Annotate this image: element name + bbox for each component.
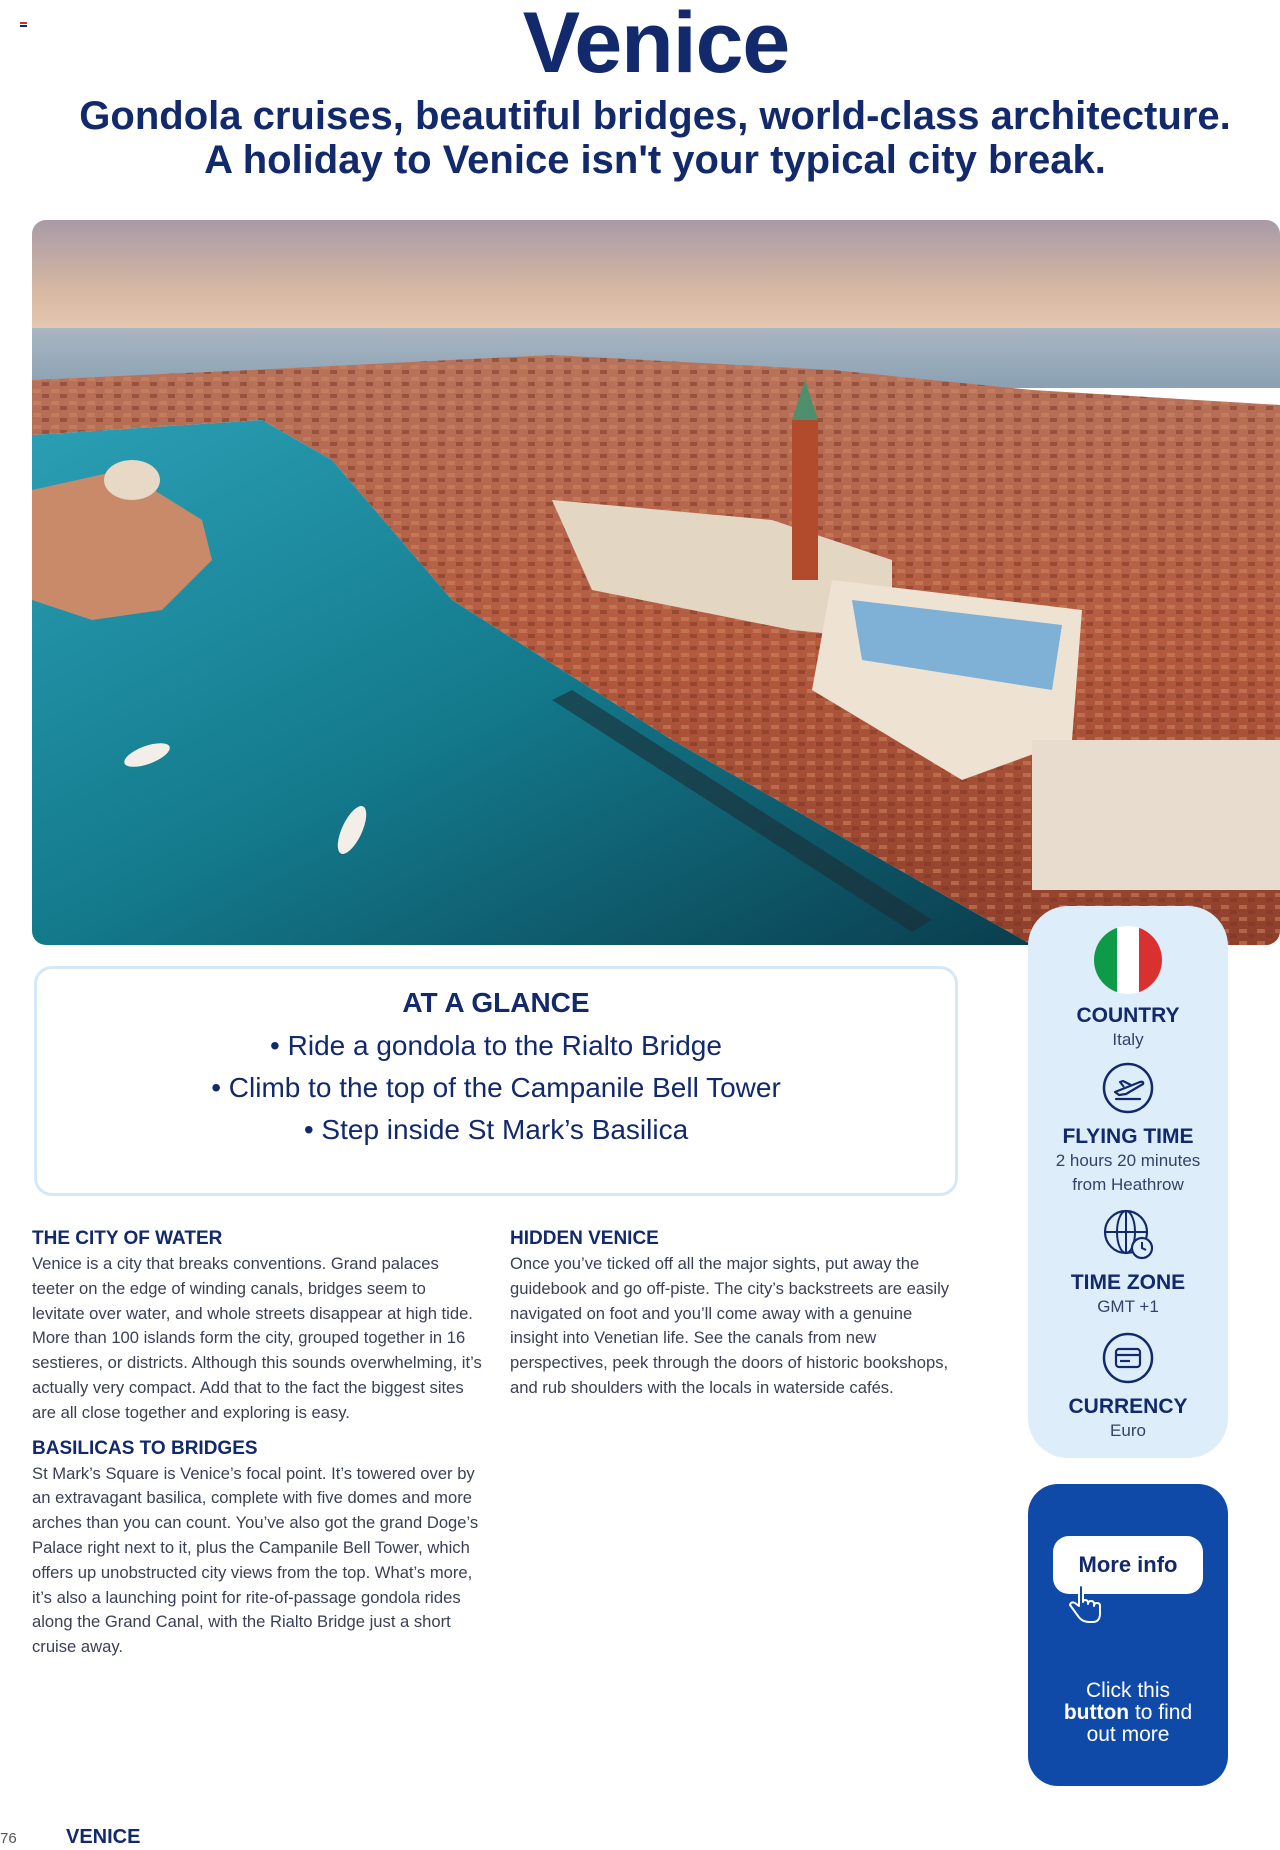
list-item: • Step inside St Mark’s Basilica xyxy=(37,1109,955,1151)
section-heading: HIDDEN VENICE xyxy=(510,1228,659,1249)
subtitle-line-2: A holiday to Venice isn't your typical city break. xyxy=(204,138,1106,182)
airplane-icon xyxy=(1102,1062,1154,1114)
caption-line: Click this xyxy=(1085,1679,1170,1702)
page-subtitle xyxy=(40,94,1270,182)
page-number: 76 xyxy=(0,1830,17,1847)
section-heading: THE CITY OF WATER xyxy=(32,1228,223,1249)
at-a-glance-list xyxy=(37,1025,955,1151)
caption-text: to find xyxy=(1134,1701,1193,1724)
section-body: St Mark’s Square is Venice’s focal point. It’s towered over by an extravagant basilica, complete with five domes and more arches than you can count. You’ve also got the grand Doge’s Palace right next to it, plus the Campanile Bell Tower, which offers up unobstructed city views from the top. What’s more, it’s also a launching point for rite-of-passage gondola rides along the Grand Canal, with the Rialto Bridge just a short cruise away. xyxy=(32,1463,479,1657)
fact-value: Italy xyxy=(1112,1030,1144,1049)
fact-value: from Heathrow xyxy=(1072,1175,1184,1194)
list-item: • Ride a gondola to the Rialto Bridge xyxy=(37,1025,955,1067)
venice-aerial-photo xyxy=(32,220,1280,945)
caption-bold: button xyxy=(1063,1701,1130,1724)
pointer-hand-icon xyxy=(1063,1584,1107,1628)
at-a-glance-box xyxy=(34,966,958,1196)
fact-value: GMT +1 xyxy=(1097,1297,1159,1316)
section-body: Venice is a city that breaks conventions. Grand palaces teeter on the edge of winding canals, bridges seem to levitate over water, and whole streets disappear at high tide. More than 100 islands form the city, grouped together in 16 sestieres, or districts. Although this sounds overwhelming, it’s actually very compact. Add that to the fact the biggest sites are all close together and exploring is easy. xyxy=(32,1254,482,1422)
at-a-glance-heading: AT A GLANCE xyxy=(402,987,590,1018)
globe-clock-icon xyxy=(1102,1208,1154,1260)
subtitle-line-1: Gondola cruises, beautiful bridges, world-class architecture. xyxy=(79,94,1231,138)
caption-line xyxy=(1038,1702,1218,1724)
key-facts-panel xyxy=(1028,906,1228,1458)
fact-currency xyxy=(1028,1332,1228,1443)
fact-value: 2 hours 20 minutes xyxy=(1055,1151,1201,1170)
fact-value: Euro xyxy=(1110,1421,1146,1440)
right-column xyxy=(510,1228,960,1413)
list-item: • Climb to the top of the Campanile Bell Tower xyxy=(37,1067,955,1109)
fact-label: TIME ZONE xyxy=(1070,1271,1186,1294)
fact-time-zone xyxy=(1028,1208,1228,1319)
more-info-button[interactable]: More info xyxy=(1053,1536,1203,1594)
credit-card-icon xyxy=(1102,1332,1154,1384)
section-heading: BASILICAS TO BRIDGES xyxy=(32,1437,258,1459)
italy-flag-icon xyxy=(1094,926,1162,994)
caption-line: out more xyxy=(1086,1723,1170,1746)
page-title: Venice xyxy=(522,0,790,91)
left-column xyxy=(32,1228,482,1672)
fact-label: FLYING TIME xyxy=(1062,1125,1194,1148)
more-info-caption xyxy=(1038,1680,1218,1746)
fact-country xyxy=(1028,926,1228,1052)
fact-flying-time xyxy=(1028,1062,1228,1197)
section-body: Once you’ve ticked off all the major sights, put away the guidebook and go off-piste. The city’s backstreets are easily navigated on foot and you’ll come away with a genuine insight into Venetian life. See the canals from new perspectives, peek through the doors of historic bookshops, and rub shoulders with the locals in waterside cafés. xyxy=(510,1254,950,1397)
fact-label: CURRENCY xyxy=(1068,1395,1188,1418)
footer-title: VENICE xyxy=(66,1826,141,1848)
more-info-panel xyxy=(1028,1484,1228,1786)
fact-label: COUNTRY xyxy=(1076,1004,1180,1027)
